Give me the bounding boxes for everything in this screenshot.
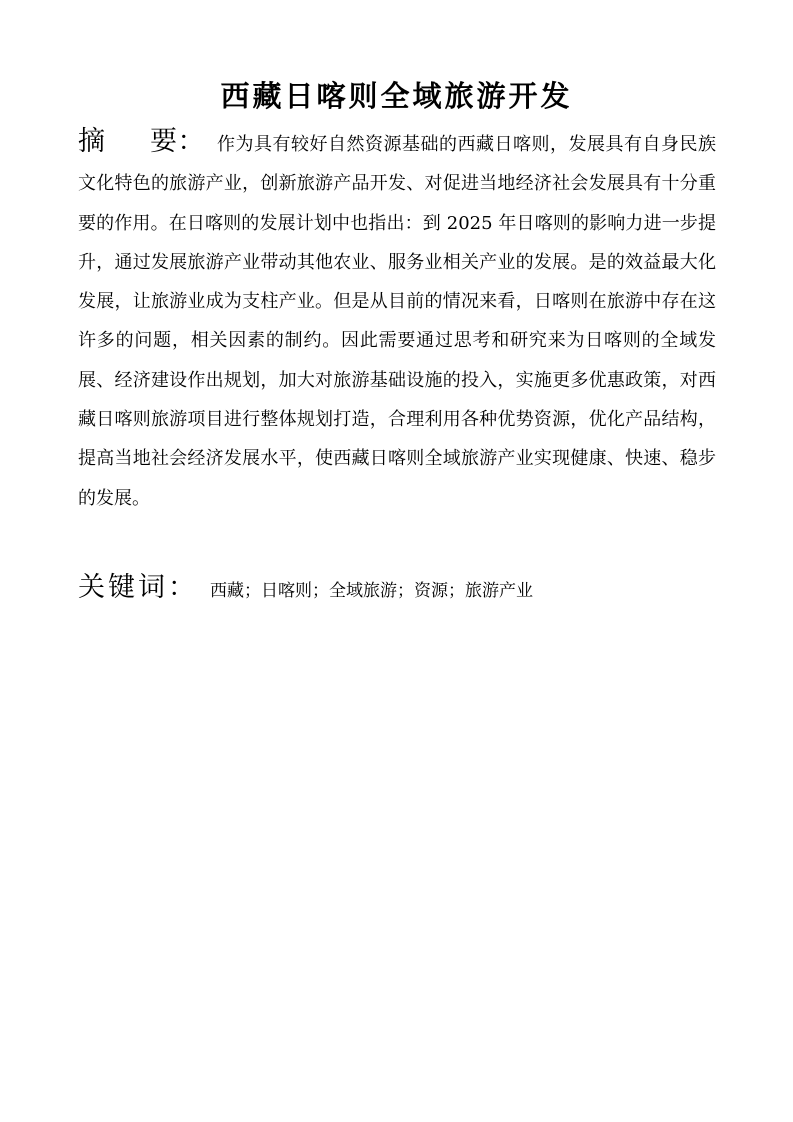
- abstract-section: [78, 122, 716, 518]
- document-title: 西藏日喀则全域旅游开发: [220, 79, 573, 113]
- abstract-label-char1: 摘: [78, 126, 106, 157]
- abstract-text: 作为具有较好自然资源基础的西藏日喀则，发展具有自身民族文化特色的旅游产业，创新旅游产品开发、对促进当地经济社会发展具有十分重要的作用。在日喀则的发展计划中也指出：到 2025 年日喀则的影响力进一步提升，通过发展旅游产业带动其他农业、服务业相关产业的发展。是的效益最大化发展，让旅游业成为支柱产业。但是从目前的情况来看，日喀则在旅游中存在这许多的问题，相关因素的制约。因此需要通过思考和研究来为日喀则的全域发展、经济建设作出规划，加大对旅游基础设施的投入，实施更多优惠政策，对西藏日喀则旅游项目进行整体规划打造，合理利用各种优势资源，优化产品结构，提高当地社会经济发展水平，使西藏日喀则全域旅游产业实现健康、快速、稳步的发展。: [78, 134, 716, 509]
- keywords-text: 西藏；日喀则；全域旅游；资源；旅游产业: [210, 581, 533, 601]
- keywords-section: [78, 567, 716, 612]
- keywords-label: 关键词：: [78, 572, 198, 603]
- abstract-label-char2: 要：: [149, 126, 205, 157]
- abstract-label: [78, 126, 205, 157]
